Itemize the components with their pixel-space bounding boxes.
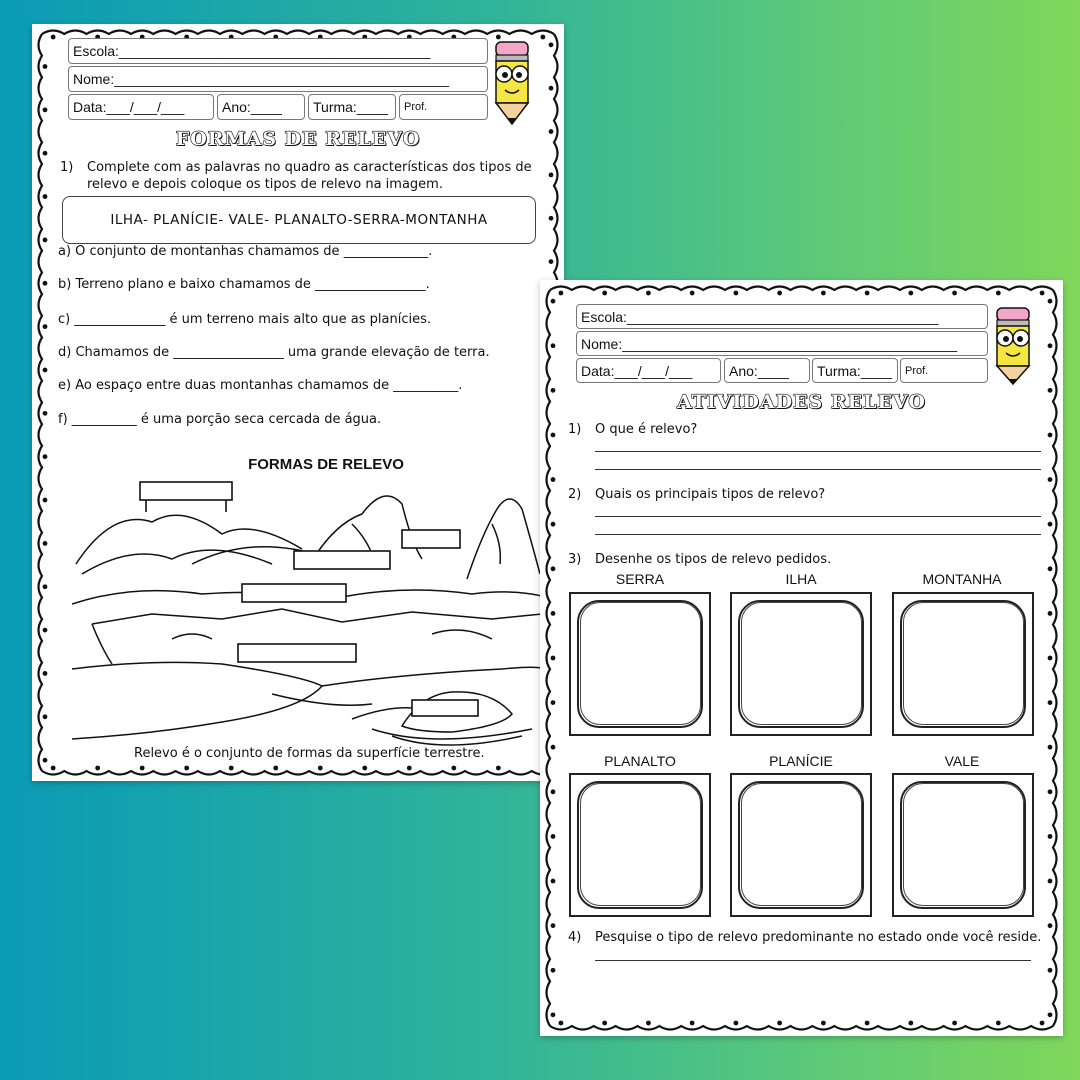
border-dot <box>273 766 278 771</box>
item-a: a) O conjunto de montanhas chamamos de _____________. <box>58 244 433 259</box>
border-dot <box>865 291 870 296</box>
border-dot <box>43 238 48 243</box>
border-dot <box>777 1021 782 1026</box>
border-dot <box>549 259 554 264</box>
border-dot <box>551 923 556 928</box>
border-dot <box>43 758 48 763</box>
border-dot <box>733 291 738 296</box>
drawing-box <box>892 592 1034 736</box>
border-dot <box>43 498 48 503</box>
question-text: Quais os principais tipos de relevo? <box>595 487 826 502</box>
border-dot <box>1048 611 1053 616</box>
drawing-box <box>892 773 1034 917</box>
year-field: Ano:____ <box>724 358 810 383</box>
border-dot <box>95 766 100 771</box>
border-dot <box>496 766 501 771</box>
border-dot <box>908 291 913 296</box>
border-dot <box>51 35 56 40</box>
border-dot <box>551 611 556 616</box>
border-scallop <box>550 1026 1053 1030</box>
border-dot <box>43 281 48 286</box>
border-dot <box>43 411 48 416</box>
border-dot <box>362 766 367 771</box>
border-dot <box>1048 789 1053 794</box>
border-dot <box>1048 700 1053 705</box>
drawing-box <box>730 773 872 917</box>
drawing-label-ilha: ILHA <box>785 571 817 587</box>
border-dot <box>551 343 556 348</box>
question-text: Complete com as palavras no quadro as características dos tipos de <box>87 160 532 175</box>
item-e: e) Ao espaço entre duas montanhas chamamos de __________. <box>58 378 463 393</box>
answer-line <box>595 516 1041 517</box>
border-dot <box>777 291 782 296</box>
border-dot <box>690 291 695 296</box>
border-dot <box>43 454 48 459</box>
border-dot <box>551 299 556 304</box>
border-dot <box>551 566 556 571</box>
page-title: FORMAS DE RELEVO <box>175 128 421 150</box>
school-field: Escola:________________________________________ <box>576 304 988 329</box>
border-scallop <box>42 771 554 775</box>
border-dot <box>1048 745 1053 750</box>
page-title: ATIVIDADES RELEVO <box>677 391 926 413</box>
border-dot <box>43 64 48 69</box>
border-dot <box>646 291 651 296</box>
pencil-mascot-icon <box>988 306 1038 386</box>
drawing-label-vale: VALE <box>944 753 980 769</box>
relief-landscape-illustration <box>72 464 542 754</box>
border-dot <box>551 433 556 438</box>
drawing-label-montanha: MONTANHA <box>922 571 1002 587</box>
border-dot <box>43 671 48 676</box>
border-dot <box>551 522 556 527</box>
question-number: 2) <box>568 487 582 502</box>
border-dot <box>1048 879 1053 884</box>
border-dot <box>43 194 48 199</box>
drawing-box <box>569 773 711 917</box>
border-scallop <box>550 287 1053 291</box>
border-dot <box>496 35 501 40</box>
border-scallop <box>42 31 554 35</box>
question-text: Desenhe os tipos de relevo pedidos. <box>595 552 832 567</box>
drawing-label-planicie: PLANÍCIE <box>769 753 833 769</box>
date-field: Data:___/___/___ <box>576 358 721 383</box>
border-dot <box>1048 1012 1053 1017</box>
pencil-mascot-icon <box>487 40 537 126</box>
border-dot <box>602 291 607 296</box>
border-dot <box>549 172 554 177</box>
date-field: Data:___/___/___ <box>68 94 214 120</box>
border-dot <box>184 766 189 771</box>
border-dot <box>43 324 48 329</box>
border-dot <box>821 1021 826 1026</box>
border-dot <box>1048 566 1053 571</box>
answer-line <box>595 451 1041 452</box>
border-dot <box>318 766 323 771</box>
border-dot <box>229 766 234 771</box>
question-text: O que é relevo? <box>595 422 698 437</box>
border-dot <box>549 42 554 47</box>
border-dot <box>952 291 957 296</box>
border-dot <box>1048 834 1053 839</box>
border-dot <box>549 216 554 221</box>
border-dot <box>551 477 556 482</box>
worksheet-formas-de-relevo <box>32 24 564 781</box>
border-dot <box>51 766 56 771</box>
item-d: d) Chamamos de _________________ uma grande elevação de terra. <box>58 345 490 360</box>
item-f: f) __________ é uma porção seca cercada de água. <box>58 412 382 427</box>
question-number: 4) <box>568 930 582 945</box>
border-dot <box>551 700 556 705</box>
border-dot <box>43 714 48 719</box>
item-c: c) ______________ é um terreno mais alto que as planícies. <box>58 312 431 327</box>
drawing-box <box>730 592 872 736</box>
word-bank: ILHA- PLANÍCIE- VALE- PLANALTO-SERRA-MONTANHA <box>62 196 536 244</box>
border-dot <box>1048 656 1053 661</box>
border-dot <box>1048 923 1053 928</box>
drawing-label-serra: SERRA <box>615 571 665 587</box>
border-dot <box>43 584 48 589</box>
border-dot <box>1040 1021 1045 1026</box>
name-field: Nome:___________________________________________ <box>576 331 988 356</box>
border-dot <box>821 291 826 296</box>
class-field: Turma:____ <box>308 94 396 120</box>
border-dot <box>559 1021 564 1026</box>
border-dot <box>140 766 145 771</box>
teacher-field: Prof. <box>900 358 988 383</box>
border-dot <box>551 834 556 839</box>
border-dot <box>1048 477 1053 482</box>
border-dot <box>407 766 412 771</box>
question-number: 3) <box>568 552 582 567</box>
question-text: Pesquise o tipo de relevo predominante no estado onde você reside. <box>595 930 1042 945</box>
name-field: Nome:___________________________________________ <box>68 66 488 92</box>
question-number: 1) <box>60 160 74 175</box>
border-dot <box>996 291 1001 296</box>
border-dot <box>952 1021 957 1026</box>
border-dot <box>551 879 556 884</box>
border-dot <box>559 291 564 296</box>
border-dot <box>43 107 48 112</box>
border-dot <box>551 656 556 661</box>
border-dot <box>549 86 554 91</box>
school-field: Escola:________________________________________ <box>68 38 488 64</box>
class-field: Turma:____ <box>812 358 898 383</box>
border-dot <box>646 1021 651 1026</box>
figure-title: FORMAS DE RELEVO <box>248 456 404 473</box>
border-dot <box>1048 522 1053 527</box>
border-dot <box>690 1021 695 1026</box>
answer-line <box>595 960 1031 961</box>
border-dot <box>602 1021 607 1026</box>
border-dot <box>1048 299 1053 304</box>
border-dot <box>996 1021 1001 1026</box>
border-dot <box>865 1021 870 1026</box>
drawing-label-planalto: PLANALTO <box>604 753 676 769</box>
border-dot <box>43 151 48 156</box>
answer-line <box>595 469 1041 470</box>
teacher-field: Prof. <box>399 94 488 120</box>
question-text: relevo e depois coloque os tipos de relevo na imagem. <box>87 177 443 192</box>
border-dot <box>540 35 545 40</box>
border-dot <box>1048 343 1053 348</box>
border-dot <box>43 628 48 633</box>
border-dot <box>551 1012 556 1017</box>
border-dot <box>551 745 556 750</box>
border-dot <box>908 1021 913 1026</box>
border-dot <box>1048 968 1053 973</box>
question-number: 1) <box>568 422 582 437</box>
border-dot <box>551 968 556 973</box>
drawing-box <box>569 592 711 736</box>
worksheet-atividades-relevo <box>540 280 1063 1036</box>
footer-definition: Relevo é o conjunto de formas da superfície terrestre. <box>134 746 485 761</box>
border-dot <box>451 766 456 771</box>
border-dot <box>551 789 556 794</box>
border-dot <box>43 368 48 373</box>
item-b: b) Terreno plano e baixo chamamos de _________________. <box>58 277 430 292</box>
year-field: Ano:____ <box>217 94 305 120</box>
border-dot <box>1048 433 1053 438</box>
border-dot <box>1040 291 1045 296</box>
answer-line <box>595 534 1041 535</box>
border-dot <box>733 1021 738 1026</box>
border-dot <box>43 541 48 546</box>
